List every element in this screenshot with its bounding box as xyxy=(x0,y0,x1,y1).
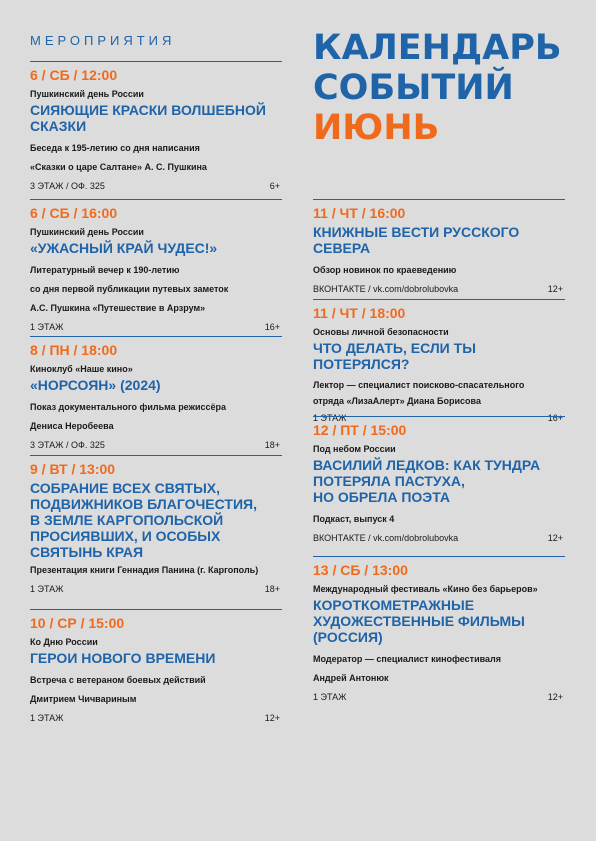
event-location: ВКОНТАКТЕ / vk.com/dobrolubovka xyxy=(313,533,459,543)
event-age-rating: 12+ xyxy=(547,692,563,702)
event-location: 1 ЭТАЖ xyxy=(313,692,347,702)
event-description: Подкаст, выпуск 4 xyxy=(313,514,395,524)
event-description: Лектор — специалист поисково-спасательного отряда «ЛизаАлерт» Диана Борисова xyxy=(313,380,525,406)
event-location: 1 ЭТАЖ xyxy=(30,713,64,723)
event-age-rating: 6+ xyxy=(269,181,280,191)
event-description: Обзор новинок по краеведению xyxy=(313,265,457,275)
event-date: 8 / ПН / 18:00 xyxy=(30,342,118,358)
event-card xyxy=(313,556,565,704)
event-card xyxy=(30,455,282,596)
calendar-title xyxy=(313,28,583,148)
event-description: Встреча с ветераном боевых действий Дмитрием Чичвариным xyxy=(30,675,206,704)
event-card xyxy=(30,61,282,193)
event-title: ГЕРОИ НОВОГО ВРЕМЕНИ xyxy=(30,650,216,666)
section-label: МЕРОПРИЯТИЯ xyxy=(30,33,176,48)
event-age-rating: 18+ xyxy=(264,440,280,450)
event-series: Пушкинский день России xyxy=(30,227,144,237)
event-series: Пушкинский день России xyxy=(30,89,144,99)
event-footer xyxy=(30,711,282,725)
event-date: 13 / СБ / 13:00 xyxy=(313,562,408,578)
event-footer xyxy=(30,179,282,193)
event-series: Под небом России xyxy=(313,444,396,454)
event-date: 12 / ПТ / 15:00 xyxy=(313,422,407,438)
event-date: 9 / ВТ / 13:00 xyxy=(30,461,116,477)
event-footer xyxy=(313,531,565,545)
event-location: 3 ЭТАЖ / ОФ. 325 xyxy=(30,440,105,450)
calendar-title-line-1: КАЛЕНДАРЬ xyxy=(313,28,562,68)
event-series: Ко Дню России xyxy=(30,637,98,647)
event-age-rating: 12+ xyxy=(264,713,280,723)
event-location: ВКОНТАКТЕ / vk.com/dobrolubovka xyxy=(313,284,459,294)
event-date: 11 / ЧТ / 16:00 xyxy=(313,205,406,221)
event-card xyxy=(313,299,565,425)
event-card xyxy=(313,416,565,545)
event-footer xyxy=(30,438,282,452)
event-card xyxy=(30,609,282,725)
event-footer xyxy=(30,582,282,596)
event-description: Показ документального фильма режиссёра Дениса Неробеева xyxy=(30,402,227,431)
event-footer xyxy=(313,690,565,704)
event-age-rating: 18+ xyxy=(264,584,280,594)
event-description: Литературный вечер к 190-летию со дня первой публикации путевых заметок А.С. Пушкина «Путешествие в Арзрум» xyxy=(30,265,229,313)
event-title: «НОРСОЯН» (2024) xyxy=(30,377,161,393)
event-title: «УЖАСНЫЙ КРАЙ ЧУДЕС!» xyxy=(30,240,218,256)
event-card xyxy=(30,199,282,334)
event-date: 6 / СБ / 12:00 xyxy=(30,67,118,83)
event-series: Киноклуб «Наше кино» xyxy=(30,364,133,374)
event-series: Основы личной безопасности xyxy=(313,327,449,337)
event-footer xyxy=(30,320,282,334)
event-date: 10 / СР / 15:00 xyxy=(30,615,125,631)
event-description: Презентация книги Геннадия Панина (г. Каргополь) xyxy=(30,565,259,575)
event-title: ЧТО ДЕЛАТЬ, ЕСЛИ ТЫ ПОТЕРЯЛСЯ? xyxy=(313,340,476,372)
event-title: СИЯЮЩИЕ КРАСКИ ВОЛШЕБНОЙ СКАЗКИ xyxy=(30,102,266,134)
event-location: 1 ЭТАЖ xyxy=(313,413,347,423)
event-series: Международный фестиваль «Кино без барьеров» xyxy=(313,584,538,594)
event-age-rating: 16+ xyxy=(264,322,280,332)
event-card xyxy=(313,199,565,296)
event-description: Беседа к 195-летию со дня написания «Сказки о царе Салтане» А. С. Пушкина xyxy=(30,143,207,172)
event-footer xyxy=(313,282,565,296)
calendar-title-line-2: СОБЫТИЙ xyxy=(313,68,514,108)
event-age-rating: 12+ xyxy=(547,284,563,294)
event-description: Модератор — специалист кинофестиваля Андрей Антонюк xyxy=(313,654,502,683)
event-card xyxy=(30,336,282,452)
event-title: ВАСИЛИЙ ЛЕДКОВ: КАК ТУНДРА ПОТЕРЯЛА ПАСТУХА, НО ОБРЕЛА ПОЭТА xyxy=(313,457,541,505)
event-title: КОРОТКОМЕТРАЖНЫЕ ХУДОЖЕСТВЕННЫЕ ФИЛЬМЫ (РОССИЯ) xyxy=(313,597,525,645)
event-location: 1 ЭТАЖ xyxy=(30,322,64,332)
event-location: 1 ЭТАЖ xyxy=(30,584,64,594)
calendar-title-month: ИЮНЬ xyxy=(313,108,440,148)
event-date: 11 / ЧТ / 18:00 xyxy=(313,305,406,321)
event-age-rating: 12+ xyxy=(547,533,563,543)
event-age-rating: 16+ xyxy=(547,413,563,423)
event-location: 3 ЭТАЖ / ОФ. 325 xyxy=(30,181,105,191)
event-date: 6 / СБ / 16:00 xyxy=(30,205,118,221)
event-title: КНИЖНЫЕ ВЕСТИ РУССКОГО СЕВЕРА xyxy=(313,224,520,256)
event-title: СОБРАНИЕ ВСЕХ СВЯТЫХ, ПОДВИЖНИКОВ БЛАГОЧЕСТИЯ, В ЗЕМЛЕ КАРГОПОЛЬСКОЙ ПРОСИЯВШИХ, И ОСОБЫХ СВЯТЫНЬ КРАЯ xyxy=(30,480,257,560)
